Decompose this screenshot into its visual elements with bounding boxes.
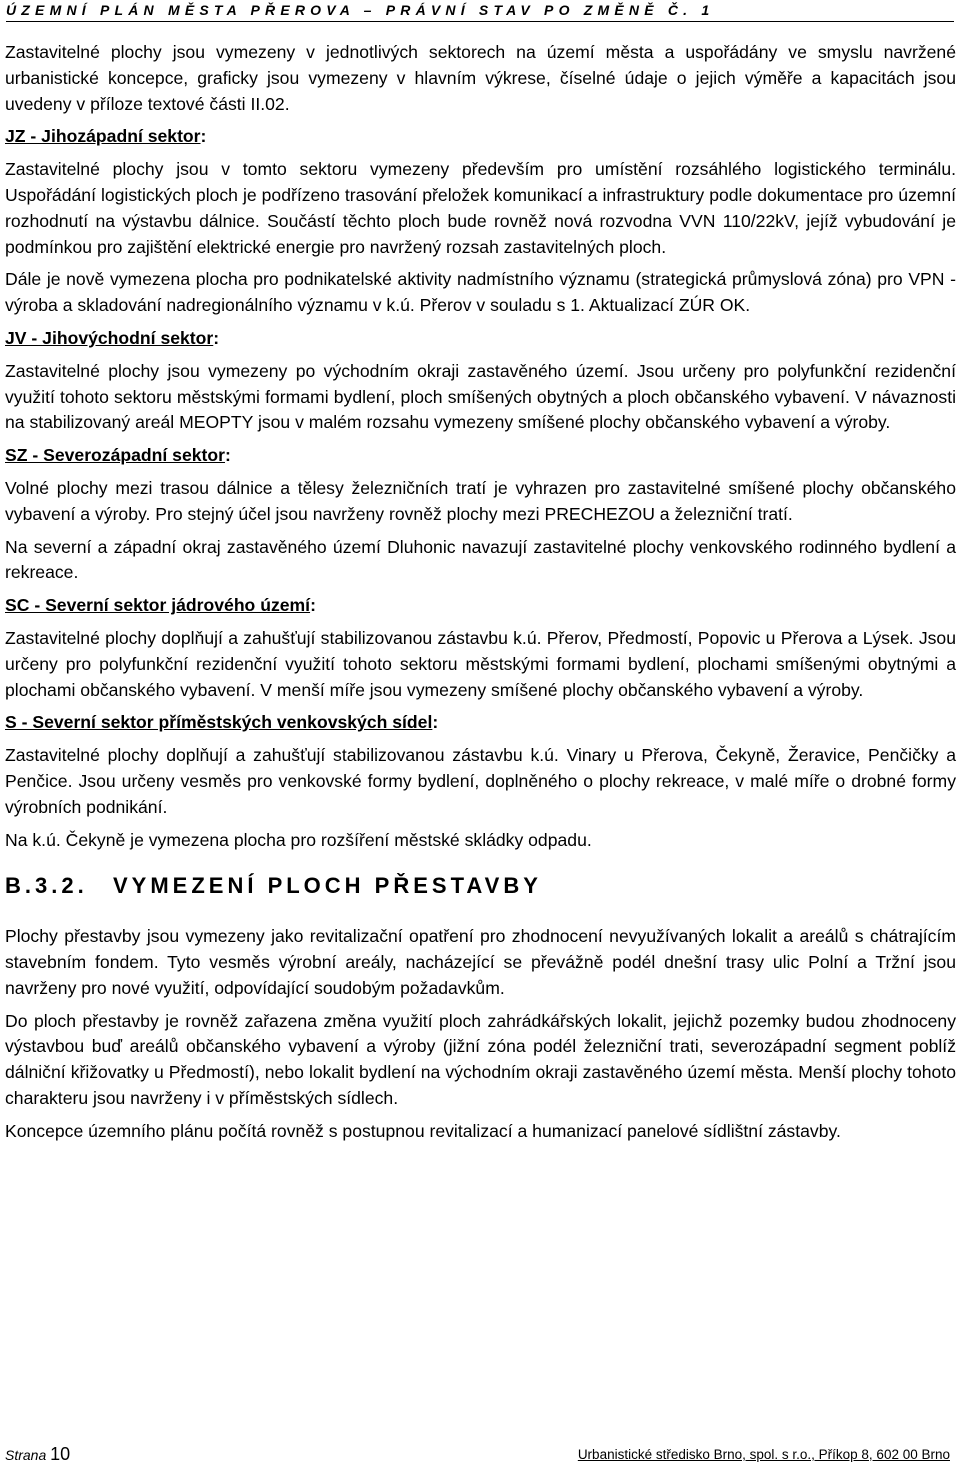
chapter-title: VYMEZENÍ PLOCH PŘESTAVBY xyxy=(113,873,542,899)
document-body xyxy=(5,40,956,1151)
s-paragraph-2: Na k.ú. Čekyně je vymezena plocha pro rozšíření městské skládky odpadu. xyxy=(5,829,592,850)
sc-paragraph-1: Zastavitelné plochy doplňují a zahušťují stabilizovanou zástavbu k.ú. Přerov, Předmostí, Popovic u Přerova a Lýsek. Jsou určeny pro polyfunkční rezidenční využití tohoto sektoru městskými formami bydlení, plochami smíšenými obytnými a plochami občanského vybavení. V menší míře jsou vymezeny smíšené plochy občanského vybavení a výroby. xyxy=(5,627,956,700)
prestavba-paragraph-3: Koncepce územního plánu počítá rovněž s postupnou revitalizací a humanizací panelové sídlištní zástavby. xyxy=(5,1120,841,1141)
section-heading-sc: SC - Severní sektor jádrového území: xyxy=(5,595,316,616)
footer-organization: Urbanistické středisko Brno, spol. s r.o., Příkop 8, 602 00 Brno xyxy=(577,1447,950,1462)
section-heading-s-text: S - Severní sektor příměstských venkovských sídel xyxy=(5,712,433,733)
jz-paragraph-2: Dále je nově vymezena plocha pro podnikatelské aktivity nadmístního významu (strategická průmyslová zóna) pro VPN - výroba a skladování nadregionálního významu v k.ú. Přerov v souladu s 1. Aktualizací ZÚR OK. xyxy=(5,269,956,316)
section-heading-sz: SZ - Severozápadní sektor: xyxy=(5,445,231,466)
chapter-heading xyxy=(5,873,956,899)
section-heading-jv-text: JV - Jihovýchodní sektor xyxy=(5,327,214,348)
chapter-number: B.3.2. xyxy=(5,873,88,899)
section-heading-sz-text: SZ - Severozápadní sektor xyxy=(5,445,225,466)
prestavba-paragraph-2: Do ploch přestavby je rovněž zařazena změna využití ploch zahrádkářských lokalit, jejichž pozemky budou zhodnoceny výstavbou buď areálů občanského vybavení a výroby (jižní zóna podél železniční trati, severozápadní segment poblíž dálniční křižovatky u Předmostí), nebo lokalit bydlení na východním okraji zastavěného území města. Menší plochy tohoto charakteru jsou navrženy i v příměstských sídlech. xyxy=(5,1010,956,1108)
page-number: 10 xyxy=(50,1444,71,1464)
intro-paragraph: Zastavitelné plochy jsou vymezeny v jednotlivých sektorech na území města a uspořádány ve smyslu navržené urbanistické koncepce, graficky jsou vymezeny v hlavním výkrese, číselné údaje o jejich výměře a kapacitách jsou uvedeny v příloze textové části II.02. xyxy=(5,42,956,114)
jz-paragraph-1: Zastavitelné plochy jsou v tomto sektoru vymezeny především pro umístění rozsáhlého logistického terminálu. Uspořádání logistických ploch je podřízeno trasování přeložek komunikací a infrastruktury podle dokumentace pro územní rozhodnutí na výstavbu dálnice. Součástí těchto ploch bude rovněž nová rozvodna VVN 110/22kV, jejíž vybudování je podmínkou pro zajištění elektrické energie pro navržený rozsah zastavitelných ploch. xyxy=(5,159,956,257)
prestavba-paragraph-1: Plochy přestavby jsou vymezeny jako revitalizační opatření pro zhodnocení nevyužívaných lokalit a areálů s chátrajícím stavebním fondem. Tyto vesměs výrobní areály, nacházející se převážně podél dnešní trasy ulic Polní a Tržní jsou navrženy pro nové využití, odpovídající soudobým požadavkům. xyxy=(5,926,956,998)
page-label: Strana xyxy=(5,1447,47,1463)
section-heading-jv: JV - Jihovýchodní sektor: xyxy=(5,327,220,348)
page-number-footer xyxy=(5,1444,70,1465)
jv-paragraph-1: Zastavitelné plochy jsou vymezeny po východním okraji zastavěného území. Jsou určeny pro polyfunkční rezidenční využití tohoto sektoru městskými formami bydlení, ploch smíšených obytných a ploch občanského vybavení. V návaznosti na stabilizovaný areál MEOPTY jsou v malém rozsahu vymezeny smíšené plochy občanského vybavení a výroby. xyxy=(5,360,956,433)
section-heading-sc-text: SC - Severní sektor jádrového území xyxy=(5,595,311,616)
header-divider xyxy=(6,21,954,22)
sz-paragraph-1: Volné plochy mezi trasou dálnice a tělesy železničních tratí je vyhrazen pro zastavitelné smíšené plochy občanského vybavení a výroby. Pro stejný účel jsou navrženy rovněž plochy mezi PRECHEZOU a železniční tratí. xyxy=(5,477,956,524)
section-heading-jz-text: JZ - Jihozápadní sektor xyxy=(5,126,201,147)
sz-paragraph-2: Na severní a západní okraj zastavěného území Dluhonic navazují zastavitelné plochy venkovského rodinného bydlení a rekreace. xyxy=(5,536,956,583)
section-heading-s: S - Severní sektor příměstských venkovských sídel: xyxy=(5,712,439,733)
page-header-title: ÚZEMNÍ PLÁN MĚSTA PŘEROVA – PRÁVNÍ STAV PO ZMĚNĚ Č. 1 xyxy=(6,2,715,18)
section-heading-jz: JZ - Jihozápadní sektor: xyxy=(5,126,207,147)
s-paragraph-1: Zastavitelné plochy doplňují a zahušťují stabilizovanou zástavbu k.ú. Vinary u Přerova, Čekyně, Žeravice, Penčičky a Penčice. Jsou určeny vesměs pro venkovské formy bydlení, doplněného o plochy rekreace, v malé míře o drobné formy výrobních podnikání. xyxy=(5,745,956,817)
